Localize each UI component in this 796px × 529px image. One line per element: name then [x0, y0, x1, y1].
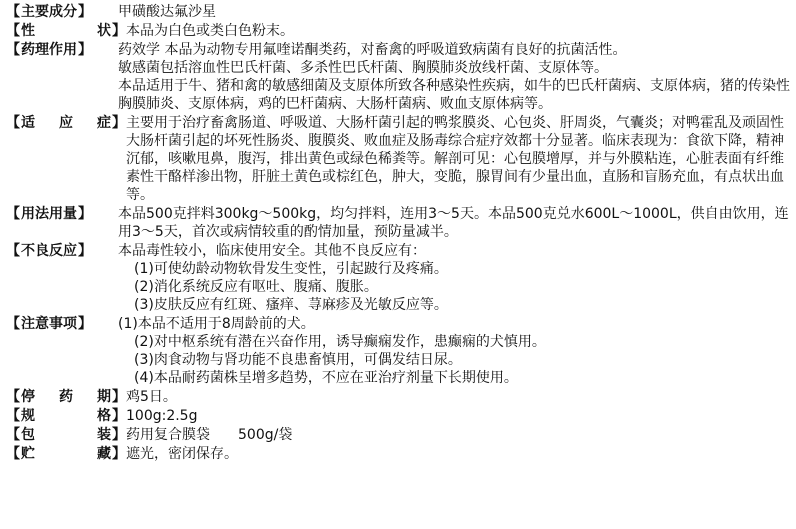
precaution-item-1: (1)本品不适用于8周龄前的犬。: [118, 316, 315, 332]
section-precautions: [6, 315, 792, 387]
pharmacology-text-1: 药效学 本品为动物专用氟喹诺酮类药，对畜禽的呼吸道致病菌有良好的抗菌活性。: [118, 42, 627, 58]
section-pharmacology: [6, 41, 792, 113]
section-content: [118, 242, 792, 314]
adverse-item-1: (1)可使幼龄动物软骨发生变性，引起跛行及疼痛。: [134, 261, 448, 277]
label-package: 包 装: [21, 427, 111, 443]
section-label: 【规 格】: [6, 408, 126, 424]
section-label: 【适应症】: [6, 115, 126, 131]
section-spec: [6, 407, 792, 425]
spec-text: 100g:2.5g: [126, 408, 198, 424]
precaution-item-2: (2)对中枢系统有潜在兴奋作用，诱导癫痫发作，患癫痫的犬慎用。: [134, 334, 546, 350]
section-package: [6, 426, 792, 444]
section-label: 【药理作用】: [6, 42, 92, 58]
section-label: 【注意事项】: [6, 316, 92, 332]
label-storage: 贮 藏: [21, 446, 111, 462]
section-content: [118, 3, 792, 21]
label-pharmacology: 药理作用: [21, 42, 77, 58]
section-content: [118, 315, 792, 387]
section-adverse: [6, 242, 792, 314]
section-label: 【性 状】: [6, 23, 126, 39]
label-ingredient: 主要成分: [21, 4, 77, 20]
package-text: 药用复合膜袋 500g/袋: [126, 427, 293, 443]
adverse-item-2: (2)消化系统反应有呕吐、腹痛、腹胀。: [134, 279, 378, 295]
pharmacology-text-2: 敏感菌包括溶血性巴氏杆菌、多杀性巴氏杆菌、胸膜肺炎放线杆菌、支原体等。: [118, 60, 608, 76]
section-content: [126, 22, 792, 40]
usage-text: 本品500克拌料300kg～500kg，均匀拌料，连用3～5天。本品500克兑水600L～1000L，供自由饮用，连用3～5天，首次或病情较重的酌情加量，预防量减半。: [118, 206, 789, 240]
section-content: [126, 426, 792, 444]
pharmacology-text-3: 本品适用于牛、猪和禽的敏感细菌及支原体所致各种感染性疾病，如牛的巴氏杆菌病、支原体病，猪的传染性胸膜肺炎、支原体病，鸡的巴杆菌病、大肠杆菌病、败血支原体病等。: [118, 78, 790, 112]
section-label: 【停药期】: [6, 389, 126, 405]
section-label: 【包 装】: [6, 427, 126, 443]
ingredient-text: 甲磺酸达氟沙星: [118, 4, 216, 20]
label-precautions: 注意事项: [21, 316, 77, 332]
section-label: 【贮 藏】: [6, 446, 126, 462]
label-withdrawal: 停药期: [21, 389, 111, 405]
storage-text: 遮光，密闭保存。: [126, 446, 238, 462]
precaution-item-3: (3)肉食动物与肾功能不良患畜慎用，可偶发结日尿。: [134, 352, 462, 368]
section-content: [118, 205, 792, 241]
withdrawal-text: 鸡5日。: [126, 389, 177, 405]
section-content: [126, 114, 792, 204]
section-label: 【用法用量】: [6, 206, 92, 222]
section-indications: [6, 114, 792, 204]
adverse-item-3: (3)皮肤反应有红斑、瘙痒、荨麻疹及光敏反应等。: [134, 297, 448, 313]
appearance-text: 本品为白色或类白色粉末。: [126, 23, 294, 39]
label-adverse: 不良反应: [21, 243, 77, 259]
adverse-text-intro: 本品毒性较小，临床使用安全。其他不良反应有：: [118, 243, 426, 259]
section-ingredient: [6, 3, 792, 21]
section-content: [126, 407, 792, 425]
section-content: [126, 445, 792, 463]
label-appearance: 性 状: [21, 23, 111, 39]
label-indications: 适应症: [21, 115, 111, 131]
indications-text: 主要用于治疗畜禽肠道、呼吸道、大肠杆菌引起的鸭浆膜炎、心包炎、肝周炎，气囊炎；对鸭霍乱及顽固性大肠杆菌引起的坏死性肠炎、腹膜炎、败血症及肠毒综合症疗效都十分显著。临床表现为：食欲下降，精神沉郁，咳嗽甩鼻，腹泻，排出黄色或绿色稀粪等。解剖可见：心包膜增厚，并与外膜粘连，心脏表面有纤维素性干酪样渗出物，肝脏土黄色或棕红色，肿大，变脆，腺胃间有少量出血，直肠和盲肠充血，有点状出血等。: [126, 115, 784, 203]
section-content: [118, 41, 792, 113]
section-storage: [6, 445, 792, 463]
label-usage: 用法用量: [21, 206, 77, 222]
section-label: 【主要成分】: [6, 4, 92, 20]
precaution-item-4: (4)本品耐药菌株呈增多趋势，不应在亚治疗剂量下长期使用。: [134, 370, 518, 386]
section-content: [126, 388, 792, 406]
section-usage: [6, 205, 792, 241]
section-appearance: [6, 22, 792, 40]
section-label: 【不良反应】: [6, 243, 92, 259]
label-spec: 规 格: [21, 408, 111, 424]
section-withdrawal: [6, 388, 792, 406]
